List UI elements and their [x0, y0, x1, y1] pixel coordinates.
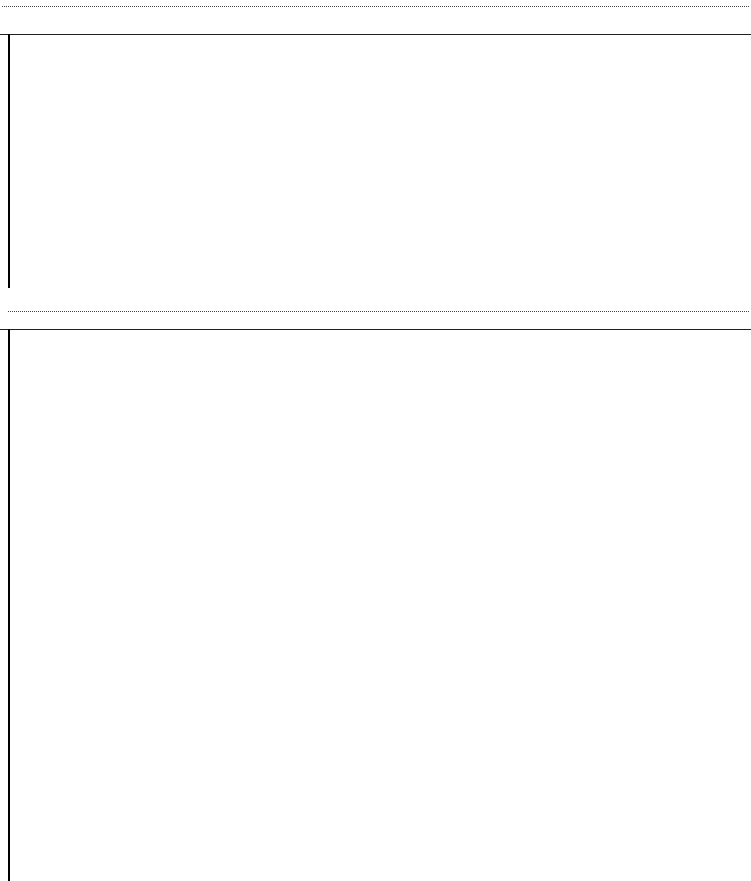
dot-leader [2, 5, 749, 7]
toc-section-heading[interactable] [0, 303, 751, 319]
section-rule [0, 329, 751, 330]
section-rule [0, 34, 751, 35]
section-bar [8, 34, 10, 288]
section-bar [8, 329, 10, 881]
section-title-wrap [0, 303, 6, 319]
dot-leader [8, 310, 749, 312]
toc-section-heading[interactable] [0, 8, 751, 10]
